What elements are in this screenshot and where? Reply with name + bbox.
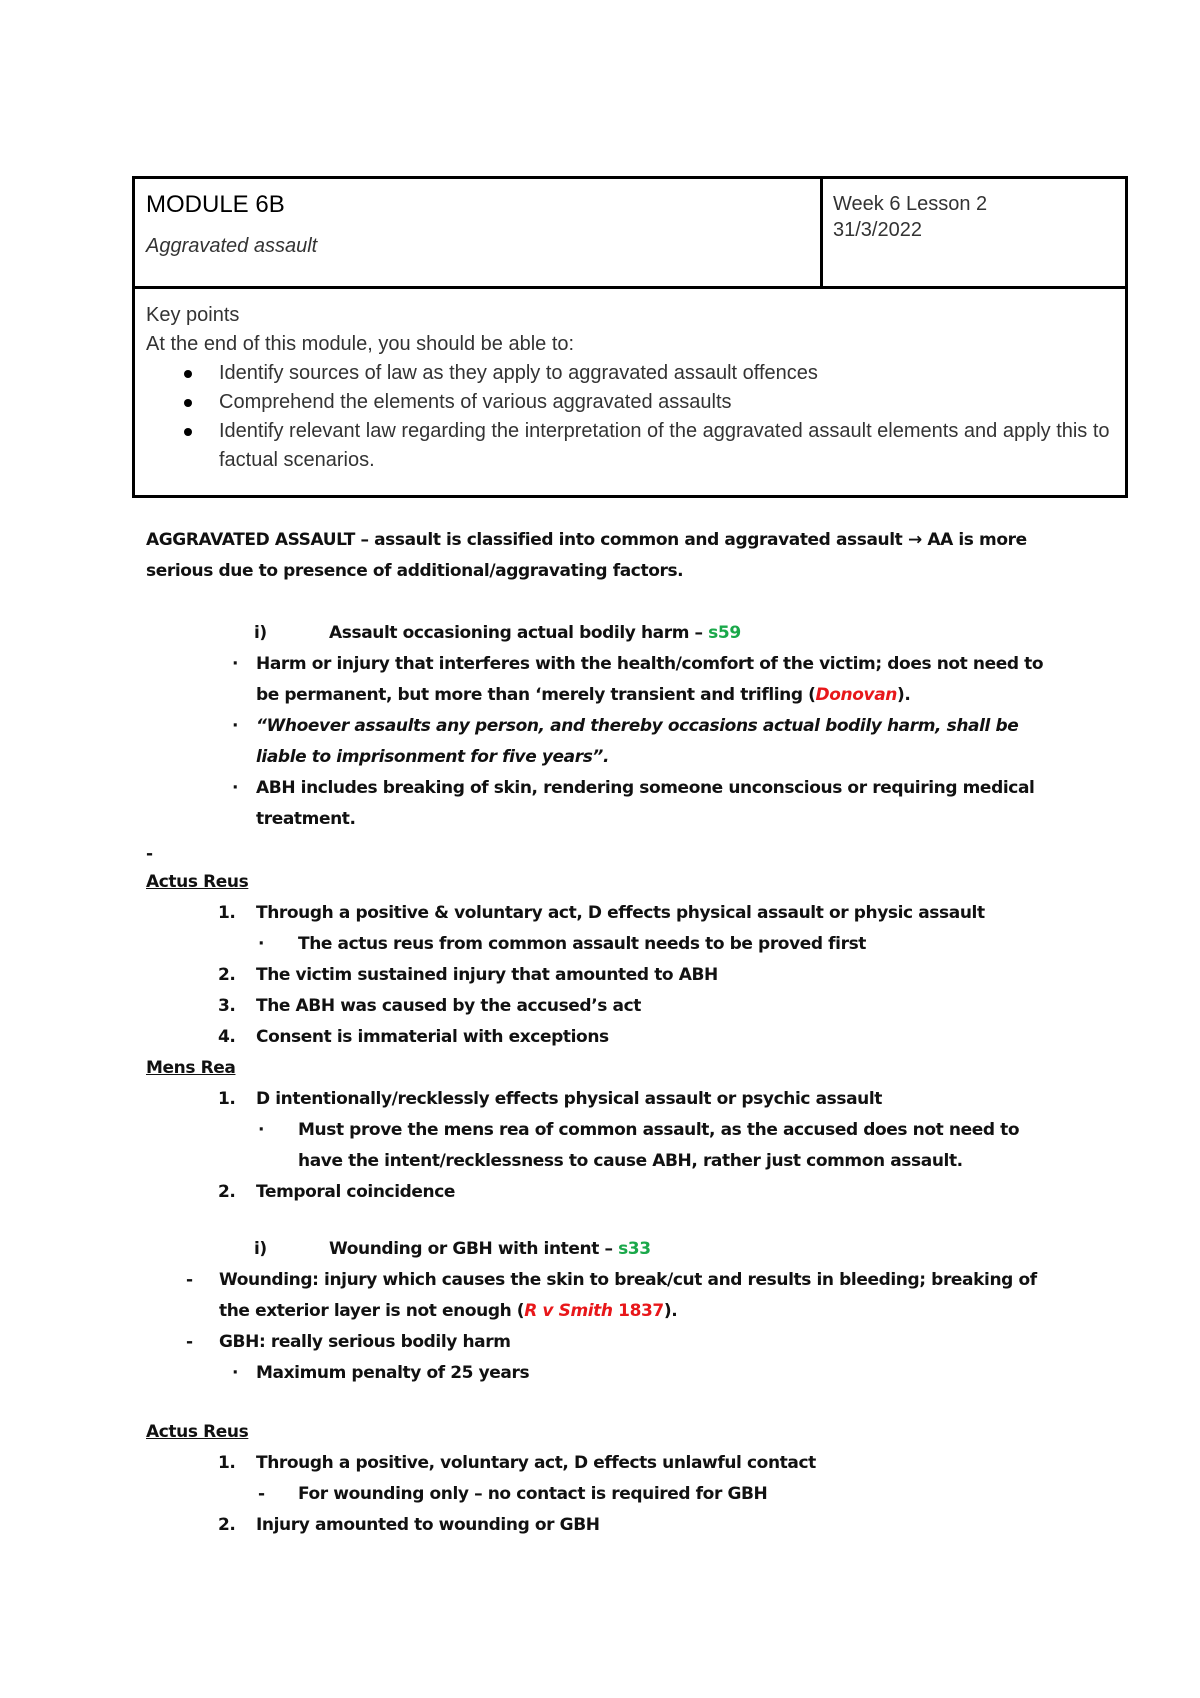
abh-bullet-text: ).	[896, 685, 911, 705]
bullet-icon: ·	[232, 716, 239, 736]
gbh-heading-number: i)	[254, 1239, 267, 1259]
abh-section-ref: s59	[708, 623, 741, 643]
list-item: 1. Through a positive, voluntary act, D effects unlawful contact	[218, 1453, 816, 1473]
abh-heading-number: i)	[254, 623, 267, 643]
sub-dash	[146, 1479, 1066, 1510]
key-point-item: Identify sources of law as they apply to aggravated assault offences	[219, 359, 1114, 388]
key-points-intro: At the end of this module, you should be able to:	[146, 333, 575, 355]
list-item-text: The victim sustained injury that amounted to ABH	[256, 965, 718, 985]
case-name: R v Smith	[524, 1301, 613, 1321]
wounding-text: ).	[663, 1301, 678, 1321]
penalty-text: Maximum penalty of 25 years	[256, 1363, 530, 1383]
list-item-text: Temporal coincidence	[256, 1182, 456, 1202]
list-item: 1. D intentionally/recklessly effects physical assault or psychic assault	[218, 1089, 883, 1109]
abh-bullet	[146, 649, 1066, 711]
dash-icon: -	[186, 1270, 193, 1290]
lesson-date: 31/3/2022	[833, 219, 922, 241]
intro-paragraph	[146, 525, 1066, 587]
list-item-text: Injury amounted to wounding or GBH	[256, 1515, 600, 1535]
list-item: 2. Temporal coincidence	[218, 1182, 456, 1202]
dash-icon: -	[258, 1484, 265, 1504]
list-item-text: Through a positive, voluntary act, D effects unlawful contact	[256, 1453, 816, 1473]
abh-actus-reus-title: Actus Reus	[146, 872, 249, 892]
case-year: 1837	[612, 1301, 664, 1321]
intro-rest: AA is more serious due to presence of additional/aggravating factors.	[146, 530, 1027, 581]
list-item: 2. The victim sustained injury that amounted to ABH	[218, 965, 718, 985]
abh-bullet	[146, 773, 1066, 835]
key-point-item: Comprehend the elements of various aggravated assaults	[219, 388, 1114, 417]
gbh-actus-reus-title: Actus Reus	[146, 1422, 249, 1442]
bullet-icon: ·	[258, 934, 265, 954]
key-points-list	[146, 359, 1114, 475]
dash-item	[146, 1327, 1066, 1358]
bullet-icon: ·	[232, 654, 239, 674]
module-title: MODULE 6B	[146, 191, 285, 218]
abh-bullet-text: ABH includes breaking of skin, rendering someone unconscious or requiring medical treatment.	[256, 778, 1035, 829]
arrow-icon: →	[907, 530, 922, 550]
header-top-row	[135, 179, 1125, 289]
sub-bullet	[146, 1358, 1066, 1389]
module-cell	[135, 179, 823, 286]
gbh-heading	[146, 1234, 1066, 1265]
list-item: 3. The ABH was caused by the accused’s act	[218, 996, 641, 1016]
list-item: 1. Through a positive & voluntary act, D effects physical assault or physic assault	[218, 903, 985, 923]
dash-item	[146, 1265, 1066, 1327]
list-item-text: D intentionally/recklessly effects physical assault or psychic assault	[256, 1089, 883, 1109]
sub-bullet	[146, 929, 1066, 960]
list-item-text: The ABH was caused by the accused’s act	[256, 996, 641, 1016]
case-name: Donovan	[815, 685, 897, 705]
sub-bullet-text: The actus reus from common assault needs to be proved first	[298, 934, 867, 954]
abh-quote: “Whoever assaults any person, and thereby occasions actual bodily harm, shall be liable to imprisonment for five years”.	[256, 716, 1019, 767]
abh-heading	[146, 618, 1066, 649]
key-points-cell	[135, 289, 1125, 495]
stray-dash: -	[146, 844, 153, 864]
list-item-text: Through a positive & voluntary act, D effects physical assault or physic assault	[256, 903, 985, 923]
week-lesson: Week 6 Lesson 2	[833, 193, 988, 215]
module-subtitle: Aggravated assault	[146, 235, 318, 257]
list-item: 2. Injury amounted to wounding or GBH	[218, 1515, 600, 1535]
key-point-item: Identify relevant law regarding the interpretation of the aggravated assault elements and apply this to factual scenarios.	[219, 417, 1114, 475]
bullet-icon: ·	[232, 1363, 239, 1383]
abh-mens-rea-title: Mens Rea	[146, 1058, 236, 1078]
abh-bullet	[146, 711, 1066, 773]
list-item-text: Consent is immaterial with exceptions	[256, 1027, 609, 1047]
document-body	[146, 525, 1066, 1541]
sub-dash-text: For wounding only – no contact is required for GBH	[298, 1484, 768, 1504]
intro-lead: AGGRAVATED ASSAULT – assault is classified into common and aggravated assault	[146, 530, 908, 550]
sub-bullet	[146, 1115, 1066, 1177]
list-item: 4. Consent is immaterial with exceptions	[218, 1027, 609, 1047]
module-header-table	[132, 176, 1128, 498]
bullet-icon: ·	[232, 778, 239, 798]
wounding-text: Wounding: injury which causes the skin to break/cut and results in bleeding; breaking of the exterior layer is not enough (	[219, 1270, 1037, 1321]
key-points-title: Key points	[146, 304, 240, 326]
dash-icon: -	[186, 1332, 193, 1352]
sub-bullet-text: Must prove the mens rea of common assault, as the accused does not need to have the intent/recklessness to cause ABH, rather just common assault.	[298, 1120, 1020, 1171]
gbh-section-ref: s33	[618, 1239, 651, 1259]
abh-bullet-text: Harm or injury that interferes with the health/comfort of the victim; does not need to be permanent, but more than ‘merely transient and trifling (	[256, 654, 1044, 705]
gbh-definition: GBH: really serious bodily harm	[219, 1332, 511, 1352]
gbh-heading-title: Wounding or GBH with intent –	[329, 1239, 619, 1259]
lesson-cell	[823, 179, 1125, 286]
abh-heading-title: Assault occasioning actual bodily harm –	[329, 623, 709, 643]
bullet-icon: ·	[258, 1120, 265, 1140]
lesson-info	[833, 191, 987, 243]
